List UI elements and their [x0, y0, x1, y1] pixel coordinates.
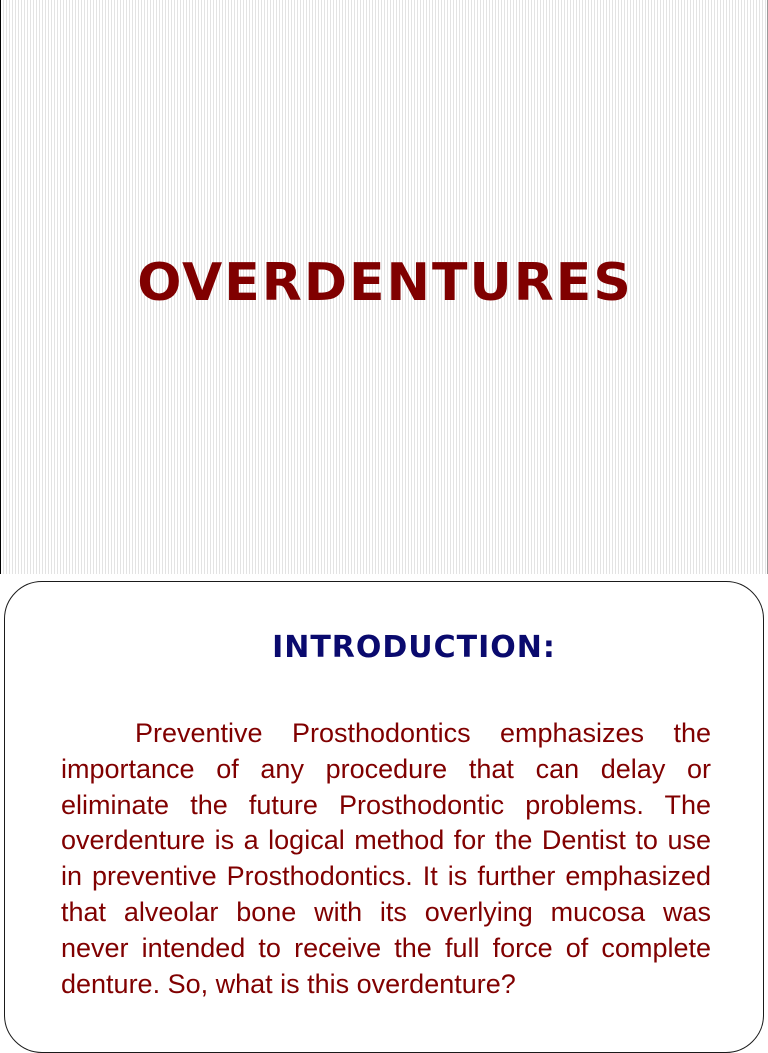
introduction-paragraph: Preventive Prosthodontics emphasizes the importance of any procedure that can delay or eliminate the future Prosthodontic problems. The overdenture is a logical method for the Dentist to use in preventive Prosthodontics. It is further emphasized that alveolar bone with its overlying mucosa was never intended to receive the full force of complete denture. So, what is this overdenture? [61, 718, 711, 999]
introduction-slide [4, 581, 764, 1053]
introduction-heading: INTRODUCTION: [272, 630, 556, 665]
slide-title: OVERDENTURES [137, 253, 633, 313]
